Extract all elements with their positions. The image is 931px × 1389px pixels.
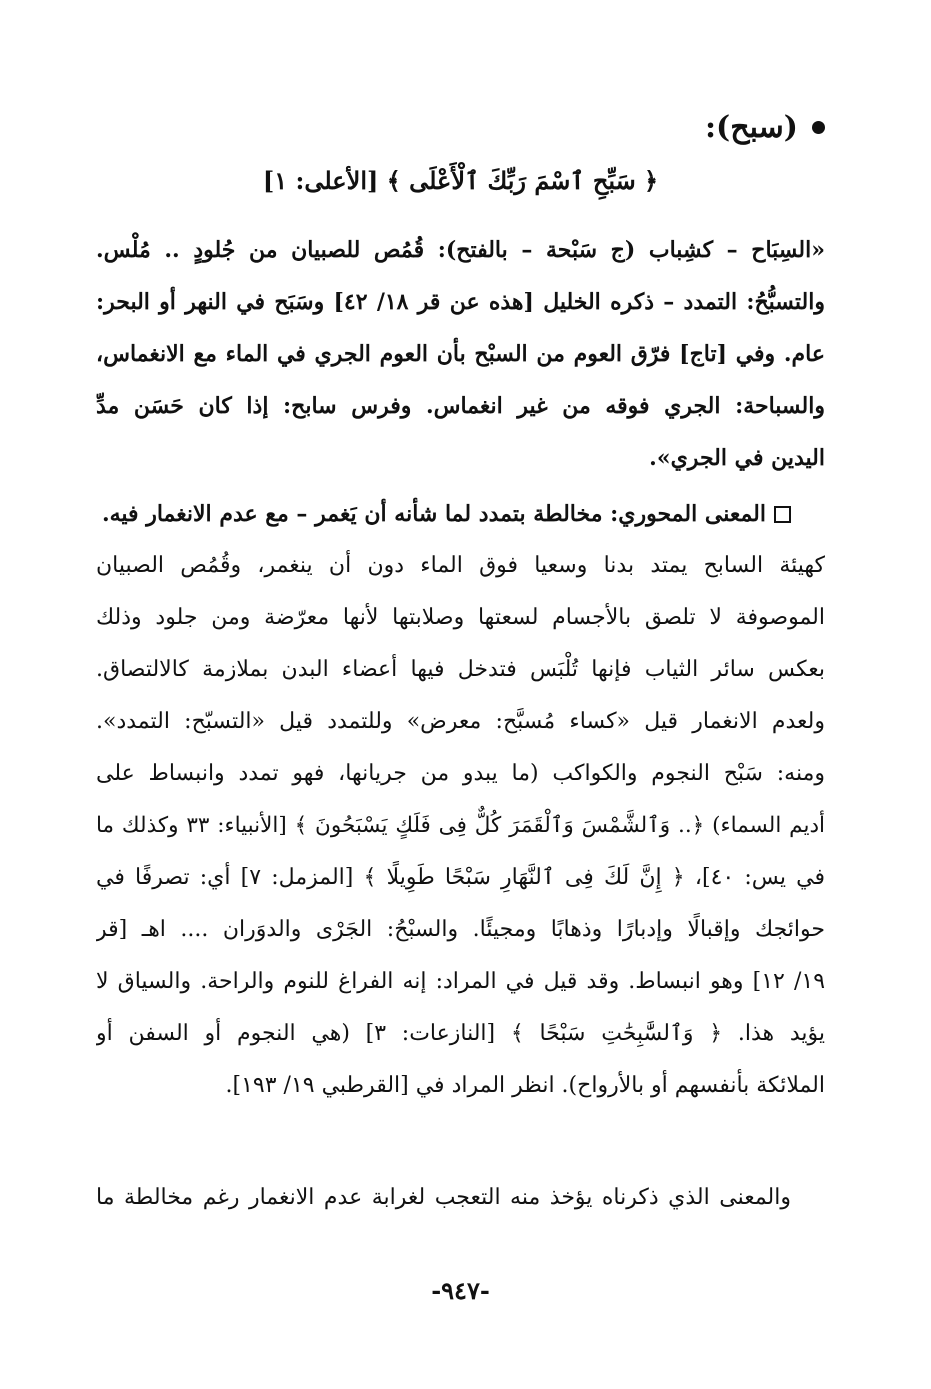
core-meaning-line: [96, 488, 825, 540]
explanation-paragraph: [96, 540, 825, 1112]
definition-line: عام. وفي [تاج] فرّق العوم من السبْح بأن العوم الجري في الماء مع الانغماس،: [96, 341, 825, 367]
definition-line: اليدين في الجري».: [649, 445, 825, 471]
definition-line: والسباحة: الجري فوقه من غير انغماس. وفرس سابح: إذا كان حَسَن مدِّ: [96, 393, 825, 419]
explanation-line: حوائجك وإقبالًا وإدبارًا وذهابًا ومجيئًا. والسبْحُ: الجَرْى والدوَران .... اهـ [قر: [96, 917, 825, 942]
definition-line: والتسبُّحُ: التمدد – ذكره الخليل [هذه عن قر ١٨/ ٤٢] وسَبَح في النهر أو البحر:: [96, 289, 825, 315]
entry-heading-text: (سبح):: [704, 110, 798, 145]
lexical-definition: [96, 224, 825, 484]
explanation-line: الملائكة بأنفسهم أو بالأرواح). انظر المراد في [القرطبي ١٩/ ١٩٣].: [225, 1073, 825, 1098]
definition-line: «السِبَاح – كشِباب (ج سَبْحة – بالفتح): قُمُص للصبيان من جُلودٍ .. مُلْس.: [96, 237, 825, 263]
quran-verse-reference: ﴿ سَبِّحِ ٱسْمَ رَبِّكَ ٱلْأَعْلَى ﴾ [الأعلى: ١]: [262, 166, 659, 195]
closing-paragraph: [96, 1172, 825, 1224]
explanation-line: يؤيد هذا. ﴿ وَٱلسَّٰبِحَٰتِ سَبْحًا ﴾ [النازعات: ٣] (هي النجوم أو السفن أو: [96, 1021, 825, 1046]
explanation-line: ١٩/ ١٢] وهو انبساط. وقد قيل في المراد: إنه الفراغ للنوم والراحة. والسياق لا: [96, 969, 825, 994]
core-meaning: [96, 488, 825, 540]
entry-heading: [705, 110, 825, 145]
explanation-line: أديم السماء) ﴿.. وَٱلشَّمْسَ وَٱلْقَمَرَ كُلٌّ فِى فَلَكٍ يَسْبَحُونَ ﴾ [الأنبياء: ٣٣ وكذلك ما: [96, 813, 825, 838]
closing-line: والمعنى الذي ذكرناه يؤخذ منه التعجب لغرابة عدم الانغمار رغم مخالطة ما: [96, 1185, 791, 1210]
square-box-icon: [774, 506, 791, 523]
explanation-line: كهيئة السابح يمتد بدنا وسعيا فوق الماء دون أن ينغمر، وقُمُص الصبيان: [96, 553, 825, 578]
explanation-line: في يس: ٤٠]، ﴿ إِنَّ لَكَ فِى ٱلنَّهَارِ سَبْحًا طَوِيلًا ﴾ [المزمل: ٧] أي: تصرفًا في: [96, 865, 825, 890]
page-number: -٩٤٧-: [431, 1276, 490, 1305]
explanation-line: ولعدم الانغمار قيل «كساء مُسبَّح: معرض» وللتمدد قيل «التسبّح: التمدد».: [96, 709, 825, 734]
explanation-line: بعكس سائر الثياب فإنها تُلْبَس فتدخل فيها أعضاء البدن بملازمة كالالتصاق.: [96, 657, 825, 682]
document-page: [96, 96, 825, 1305]
core-meaning-text: المعنى المحوري: مخالطة بتمدد لما شأنه أن يَغمر – مع عدم الانغمار فيه.: [101, 501, 766, 527]
explanation-line: ومنه: سَبْح النجوم والكواكب (ما يبدو من جريانها، فهو تمدد وانبساط على: [96, 761, 825, 786]
bullet-icon: [812, 121, 825, 134]
explanation-line: الموصوفة لا تلصق بالأجسام لسعتها وصلابتها لأنها معرّضة ومن جلود وذلك: [96, 605, 825, 630]
